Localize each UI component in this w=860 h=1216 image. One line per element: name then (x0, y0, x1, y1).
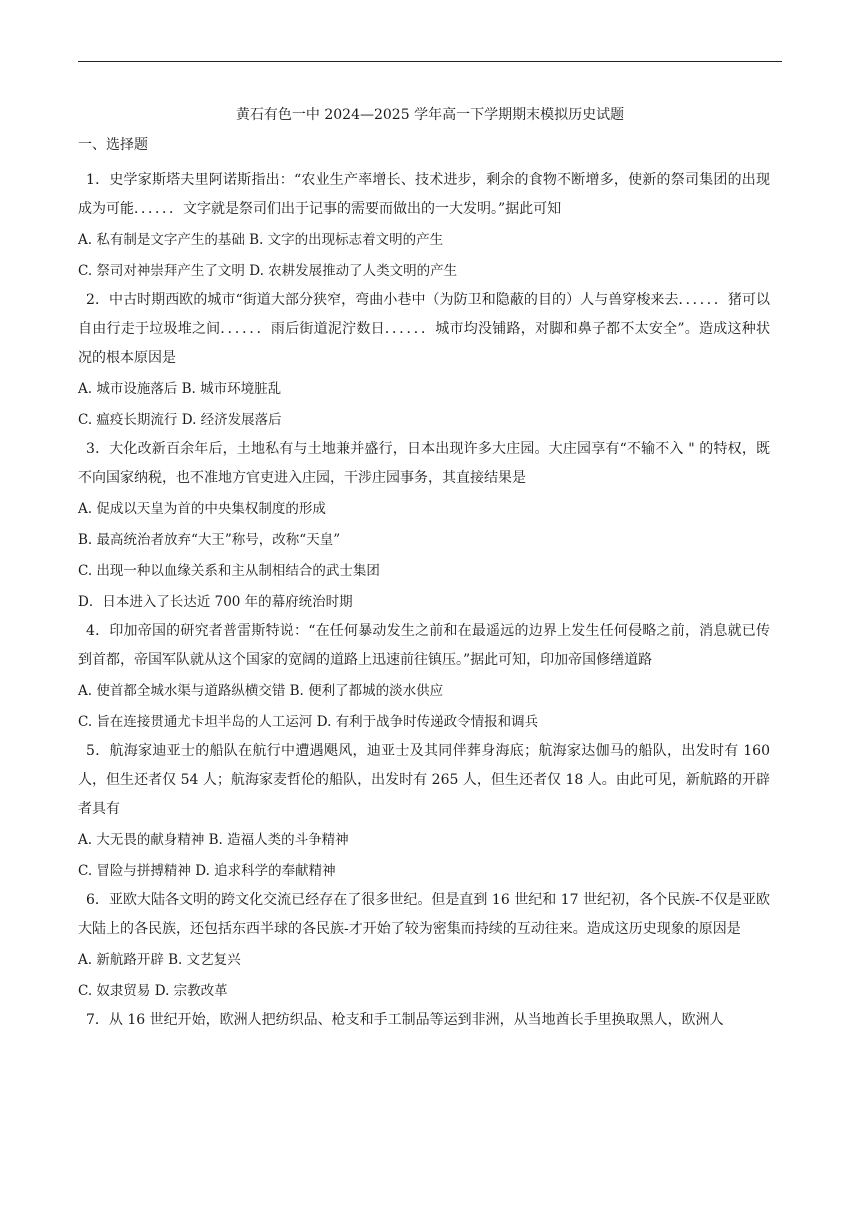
option-line: C. 冒险与拼搏精神 D. 追求科学的奉献精神 (78, 863, 336, 879)
option-line: A. 大无畏的献身精神 B. 造福人类的斗争精神 (78, 832, 349, 848)
question-list (78, 166, 770, 1035)
option-line: A. 促成以天皇为首的中央集权制度的形成 (78, 501, 326, 517)
question-2 (78, 286, 770, 435)
option-line: D．日本进入了长达近 700 年的幕府统治时期 (78, 594, 353, 610)
option-line: A. 私有制是文字产生的基础 B. 文字的出现标志着文明的产生 (78, 232, 444, 248)
question-4 (78, 617, 770, 737)
question-stem: 1．史学家斯塔夫里阿诺斯指出：“农业生产率增长、技术进步，剩余的食物不断增多，使新的祭司集团的出现成为可能．．．．．．文字就是祭司们出于记事的需要而做出的一大发明。”据此可知 (78, 172, 770, 217)
option-line: C. 出现一种以血缘关系和主从制相结合的武士集团 (78, 563, 380, 579)
question-5 (78, 737, 770, 886)
option-line: C. 奴隶贸易 D. 宗教改革 (78, 983, 228, 999)
option-line: C. 瘟疫长期流行 D. 经济发展落后 (78, 412, 282, 428)
section-heading: 一、选择题 (78, 137, 148, 153)
question-stem: 3．大化改新百余年后，土地私有与土地兼并盛行，日本出现许多大庄园。大庄园享有“不输不入 " 的特权，既不向国家纳税，也不准地方官吏进入庄园，干涉庄园事务，其直接结果是 (78, 441, 770, 486)
question-7 (78, 1006, 770, 1035)
option-line: C. 祭司对神崇拜产生了文明 D. 农耕发展推动了人类文明的产生 (78, 263, 458, 279)
option-line: C. 旨在连接贯通尤卡坦半岛的人工运河 D. 有利于战争时传递政令情报和调兵 (78, 714, 539, 730)
option-line: A. 使首都全城水渠与道路纵横交错 B. 便利了都城的淡水供应 (78, 683, 444, 699)
question-stem: 7．从 16 世纪开始，欧洲人把纺织品、枪支和手工制品等运到非洲，从当地酋长手里换取黑人，欧洲人 (86, 1012, 724, 1028)
option-line: A. 新航路开辟 B. 文艺复兴 (78, 952, 241, 968)
question-stem: 5．航海家迪亚士的船队在航行中遭遇飓风，迪亚士及其同伴葬身海底；航海家达伽马的船队，出发时有 160 人，但生还者仅 54 人；航海家麦哲伦的船队，出发时有 265 人，但生还者仅 18 人。由此可见，新航路的开辟者具有 (78, 743, 770, 817)
question-stem: 6．亚欧大陆各文明的跨文化交流已经存在了很多世纪。但是直到 16 世纪和 17 世纪初，各个民族-不仅是亚欧大陆上的各民族，还包括东西半球的各民族-才开始了较为密集而持续的互动往来。造成这历史现象的原因是 (78, 892, 770, 937)
option-line: A. 城市设施落后 B. 城市环境脏乱 (78, 381, 282, 397)
question-1 (78, 166, 770, 286)
question-stem: 4．印加帝国的研究者普雷斯特说：“在任何暴动发生之前和在最遥远的边界上发生任何侵略之前，消息就已传到首都，帝国军队就从这个国家的宽阔的道路上迅速前往镇压。”据此可知，印加帝国修缮道路 (78, 623, 770, 668)
question-6 (78, 886, 770, 1006)
document-title: 黄石有色一中 2024—2025 学年高一下学期期末模拟历史试题 (235, 107, 625, 123)
question-3 (78, 435, 770, 617)
option-line: B. 最高统治者放弃“大王”称号，改称“天皇” (78, 532, 341, 548)
header-rule (78, 61, 782, 62)
question-stem: 2．中古时期西欧的城市“街道大部分狭窄，弯曲小巷中（为防卫和隐蔽的目的）人与兽穿梭来去．．．．．．猪可以自由行走于垃圾堆之间．．．．．．雨后街道泥泞数日．．．．．．城市均没铺路，对脚和鼻子都不太安全”。造成这种状况的根本原因是 (78, 292, 770, 366)
